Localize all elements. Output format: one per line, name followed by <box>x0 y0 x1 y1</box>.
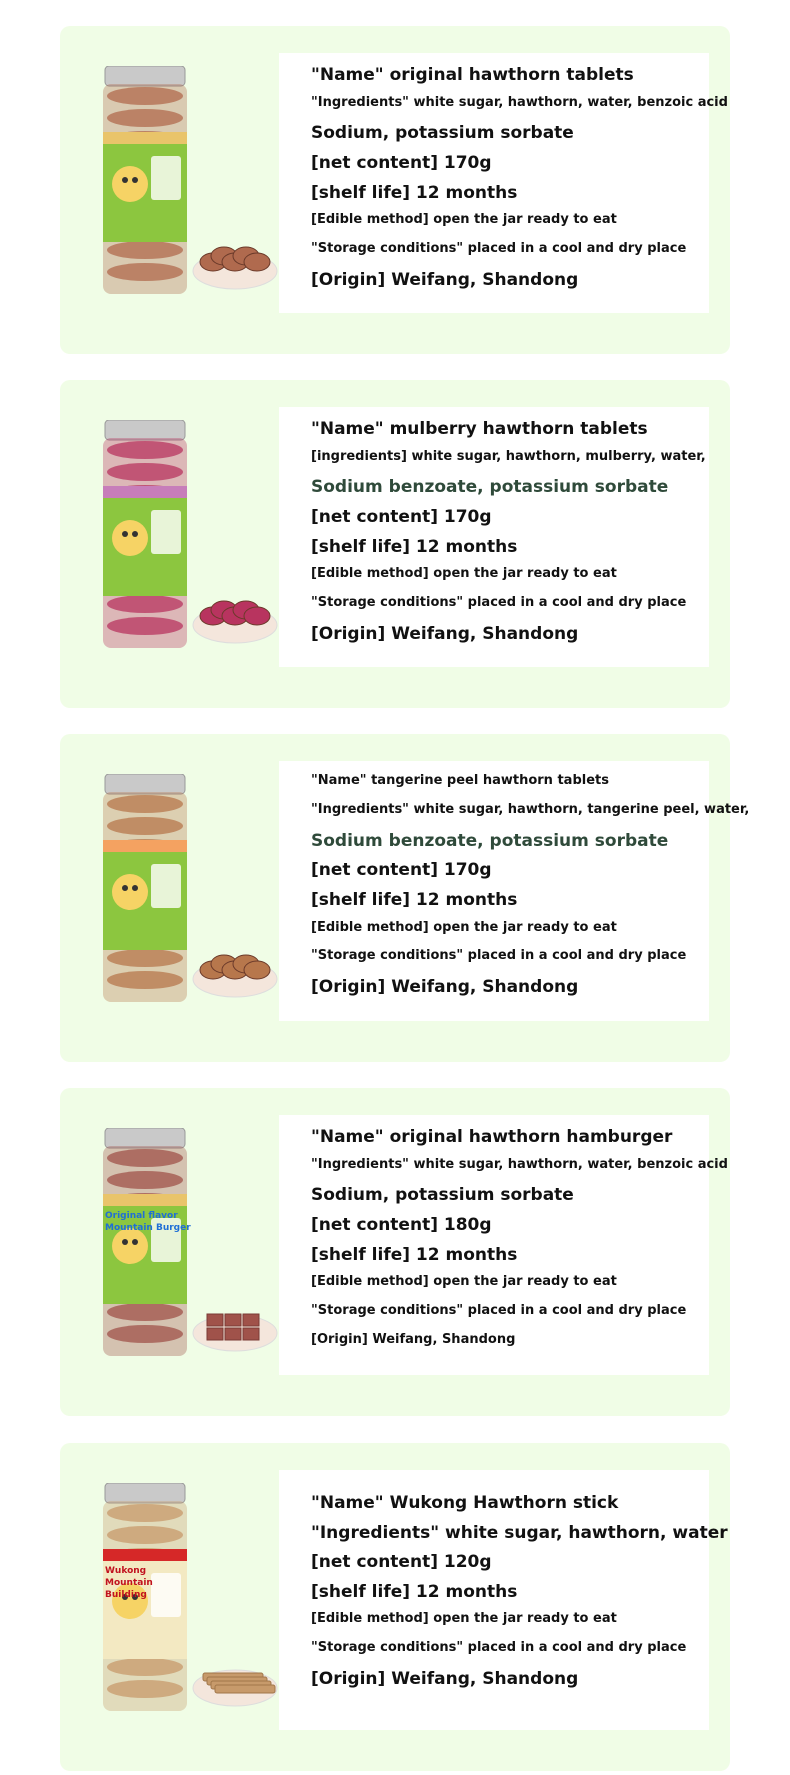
product-image <box>85 774 280 1014</box>
info-line: [net content] 170g <box>311 507 492 528</box>
mascot-eye-icon <box>132 1239 138 1245</box>
mascot-icon <box>112 166 148 202</box>
info-line: Sodium, potassium sorbate <box>311 123 574 144</box>
jar-label-stripe <box>103 840 187 852</box>
product-image <box>85 420 280 660</box>
snack-cube <box>207 1328 223 1340</box>
info-line: "Storage conditions" placed in a cool and dry place <box>311 1640 687 1656</box>
jar-slice <box>107 441 183 459</box>
info-line: [Origin] Weifang, Shandong <box>311 977 579 998</box>
jar-slice <box>107 1171 183 1189</box>
info-line: [Edible method] open the jar ready to eat <box>311 919 617 935</box>
snack-cube <box>225 1328 241 1340</box>
snack-cube <box>243 1314 259 1326</box>
mascot-eye-icon <box>132 885 138 891</box>
product-info-panel <box>279 1470 728 1730</box>
info-line: [Origin] Weifang, Shandong <box>311 1332 516 1347</box>
info-line: [shelf life] 12 months <box>311 889 518 910</box>
jar-slice <box>107 971 183 989</box>
info-line: "Name" tangerine peel hawthorn tablets <box>311 773 609 788</box>
jar-illustration <box>85 66 280 306</box>
jar-title-panel <box>151 156 181 200</box>
info-line: [net content] 170g <box>311 860 492 881</box>
info-line: [ingredients] white sugar, hawthorn, mulberry, water, <box>311 448 706 464</box>
product-card <box>60 380 730 708</box>
info-line: "Ingredients" white sugar, hawthorn, water, benzoic acid <box>311 1156 728 1172</box>
info-line: [Origin] Weifang, Shandong <box>311 624 579 644</box>
jar-label-text: Mountain <box>105 1578 153 1588</box>
jar-slice <box>107 1325 183 1343</box>
mascot-eye-icon <box>132 531 138 537</box>
info-line: "Storage conditions" placed in a cool and dry place <box>311 241 687 257</box>
mascot-eye-icon <box>122 531 128 537</box>
info-line: "Ingredients" white sugar, hawthorn, tangerine peel, water, <box>311 801 750 817</box>
jar-slice <box>107 241 183 259</box>
info-line: "Storage conditions" placed in a cool and dry place <box>311 948 687 964</box>
jar-slice <box>107 263 183 281</box>
jar-slice <box>107 817 183 835</box>
snack-stick <box>215 1685 275 1693</box>
info-line: "Name" original hawthorn tablets <box>311 65 634 85</box>
mascot-icon <box>112 874 148 910</box>
info-line: [net content] 170g <box>311 153 492 174</box>
product-image <box>85 1483 280 1723</box>
product-image <box>85 1128 280 1368</box>
jar-title-panel <box>151 510 181 554</box>
product-info-panel <box>279 407 709 667</box>
snack-slice <box>244 607 270 625</box>
jar-slice <box>107 1504 183 1522</box>
info-line: [Edible method] open the jar ready to eat <box>311 212 617 228</box>
product-image <box>85 66 280 306</box>
info-line: Sodium benzoate, potassium sorbate <box>311 477 669 498</box>
info-line: "Ingredients" white sugar, hawthorn, water <box>311 1522 728 1543</box>
mascot-eye-icon <box>122 177 128 183</box>
jar-label-text: Wukong <box>105 1566 147 1576</box>
snack-cube <box>225 1314 241 1326</box>
info-line: Sodium, potassium sorbate <box>311 1185 574 1206</box>
jar-slice <box>107 1658 183 1676</box>
jar-slice <box>107 1303 183 1321</box>
jar-slice <box>107 463 183 481</box>
product-card <box>60 26 730 354</box>
product-info-panel <box>279 53 728 313</box>
snack-cube <box>207 1314 223 1326</box>
product-card <box>60 1088 730 1416</box>
product-card <box>60 1443 730 1771</box>
info-line: [Edible method] open the jar ready to eat <box>311 1611 617 1627</box>
mascot-icon <box>112 1583 148 1619</box>
product-card <box>60 734 750 1062</box>
jar-label-stripe <box>103 486 187 498</box>
product-info-panel <box>279 761 750 1021</box>
info-line: "Storage conditions" placed in a cool and dry place <box>311 1303 687 1319</box>
jar-lid <box>105 1483 185 1503</box>
jar-lid <box>105 1128 185 1148</box>
mascot-icon <box>112 1228 148 1264</box>
info-line: [Origin] Weifang, Shandong <box>311 270 579 290</box>
jar-slice <box>107 1149 183 1167</box>
jar-label-text: Mountain Burger <box>105 1223 191 1233</box>
jar-title-panel <box>151 864 181 908</box>
info-line: [Edible method] open the jar ready to eat <box>311 566 617 582</box>
mascot-eye-icon <box>122 885 128 891</box>
jar-slice <box>107 1526 183 1544</box>
snack-cube <box>243 1328 259 1340</box>
info-line: [net content] 120g <box>311 1552 492 1573</box>
mascot-icon <box>112 520 148 556</box>
jar-slice <box>107 87 183 105</box>
info-line: "Name" original hawthorn hamburger <box>311 1127 673 1147</box>
jar-slice <box>107 795 183 813</box>
info-line: "Name" mulberry hawthorn tablets <box>311 419 648 439</box>
jar-label-stripe <box>103 1194 187 1206</box>
jar-lid <box>105 774 185 794</box>
jar-label-stripe <box>103 132 187 144</box>
jar-title-panel <box>151 1573 181 1617</box>
jar-label-text: Building <box>105 1590 147 1600</box>
info-line: Sodium benzoate, potassium sorbate <box>311 830 669 851</box>
jar-slice <box>107 595 183 613</box>
jar-slice <box>107 109 183 127</box>
info-line: "Storage conditions" placed in a cool and dry place <box>311 595 687 611</box>
snack-slice <box>244 961 270 979</box>
info-line: "Ingredients" white sugar, hawthorn, water, benzoic acid <box>311 94 728 110</box>
info-line: "Name" Wukong Hawthorn stick <box>311 1493 619 1513</box>
jar-label-text: Original flavor <box>105 1211 178 1221</box>
mascot-eye-icon <box>132 177 138 183</box>
jar-label-stripe <box>103 1549 187 1561</box>
info-line: [shelf life] 12 months <box>311 1581 518 1602</box>
info-line: [shelf life] 12 months <box>311 536 518 557</box>
jar-lid <box>105 66 185 86</box>
jar-illustration <box>85 1128 280 1368</box>
jar-illustration <box>85 774 280 1014</box>
jar-slice <box>107 949 183 967</box>
mascot-eye-icon <box>122 1239 128 1245</box>
info-line: [shelf life] 12 months <box>311 1244 518 1265</box>
jar-lid <box>105 420 185 440</box>
product-info-panel <box>279 1115 728 1375</box>
info-line: [net content] 180g <box>311 1215 492 1236</box>
info-line: [Edible method] open the jar ready to eat <box>311 1274 617 1290</box>
jar-illustration <box>85 420 280 660</box>
jar-illustration <box>85 1483 280 1723</box>
snack-slice <box>244 253 270 271</box>
info-line: [shelf life] 12 months <box>311 182 518 203</box>
jar-slice <box>107 617 183 635</box>
info-line: [Origin] Weifang, Shandong <box>311 1669 579 1690</box>
jar-slice <box>107 1680 183 1698</box>
